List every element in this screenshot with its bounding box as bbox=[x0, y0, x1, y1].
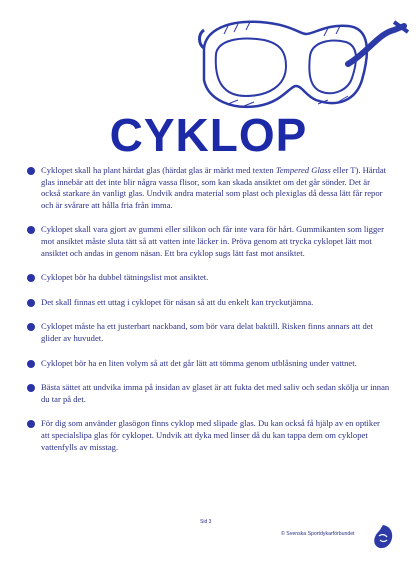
bullet-dot-icon bbox=[27, 360, 35, 368]
list-item bbox=[34, 165, 390, 211]
list-item bbox=[34, 321, 390, 344]
list-item bbox=[34, 382, 390, 405]
bullet-dot-icon bbox=[27, 167, 35, 175]
bullet-dot-icon bbox=[27, 299, 35, 307]
list-item bbox=[34, 297, 390, 309]
bullet-text: Cyklopet måste ha ett justerbart nackband, som bör vara delat baktill. Risken finns annars att det glider av huvudet. bbox=[41, 321, 373, 343]
bullet-text: För dig som använder glasögon finns cyklop med slipade glas. Du kan också få hjälp av en optiker att specialslipa glas för cyklopet. Undvik att dyka med linser då du kan tappa dem om cyklopet vattenfylls av misstag. bbox=[41, 418, 380, 452]
bullet-text: Cyklopet skall ha plant härdat glas (härdat glas är märkt med texten Tempered Glass eller T). Härdat glas innebär att det inte blir några vassa flisor, som kan skada ansiktet om det går sönder. Det är också starkare än vanligt glas. Undvik andra material som plast och plexiglas då dessa lätt får repor och är svårare att hålla fria från imma. bbox=[41, 165, 387, 210]
bullet-dot-icon bbox=[27, 420, 35, 428]
list-item bbox=[34, 272, 390, 284]
list-item bbox=[34, 358, 390, 370]
list-item bbox=[34, 418, 390, 453]
bullet-dot-icon bbox=[27, 384, 35, 392]
diver-logo-icon bbox=[372, 524, 394, 550]
bullet-text: Bästa sättet att undvika imma på insidan av glaset är att fukta det med saliv och sedan skölja ur innan du tar på det. bbox=[41, 382, 390, 404]
bullet-text: Cyklopet bör ha en liten volym så att det går lätt att tömma genom utblåsning under vattnet. bbox=[41, 357, 357, 368]
page-title: CYKLOP bbox=[109, 109, 308, 161]
bullet-dot-icon bbox=[27, 323, 35, 331]
bullet-list bbox=[34, 165, 390, 466]
diving-mask-snorkel-icon bbox=[198, 4, 410, 112]
bullet-dot-icon bbox=[27, 226, 35, 234]
italic-term: Tempered Glass bbox=[275, 165, 331, 175]
list-item bbox=[34, 224, 390, 259]
copyright-notice: © Svenska Sportdykarförbundet bbox=[281, 531, 355, 537]
bullet-text: Det skall finnas ett uttag i cyklopet för näsan så att du enkelt kan tryckutjämna. bbox=[41, 296, 314, 307]
bullet-dot-icon bbox=[27, 274, 35, 282]
bullet-text: Cyklopet bör ha dubbel tätningslist mot ansiktet. bbox=[41, 272, 209, 283]
page-number: Sid 3 bbox=[200, 519, 212, 525]
bullet-text: Cyklopet skall vara gjort av gummi eller silikon och får inte vara för hårt. Gummikanten som ligger mot ansiktet måste sluta tätt så att vatten inte läcker in. Pröva genom att trycka cyklopet lätt mot ansiktet och andas in genom näsan. Ett bra cyklop sugs lätt fast mot ansiktet. bbox=[41, 224, 384, 258]
